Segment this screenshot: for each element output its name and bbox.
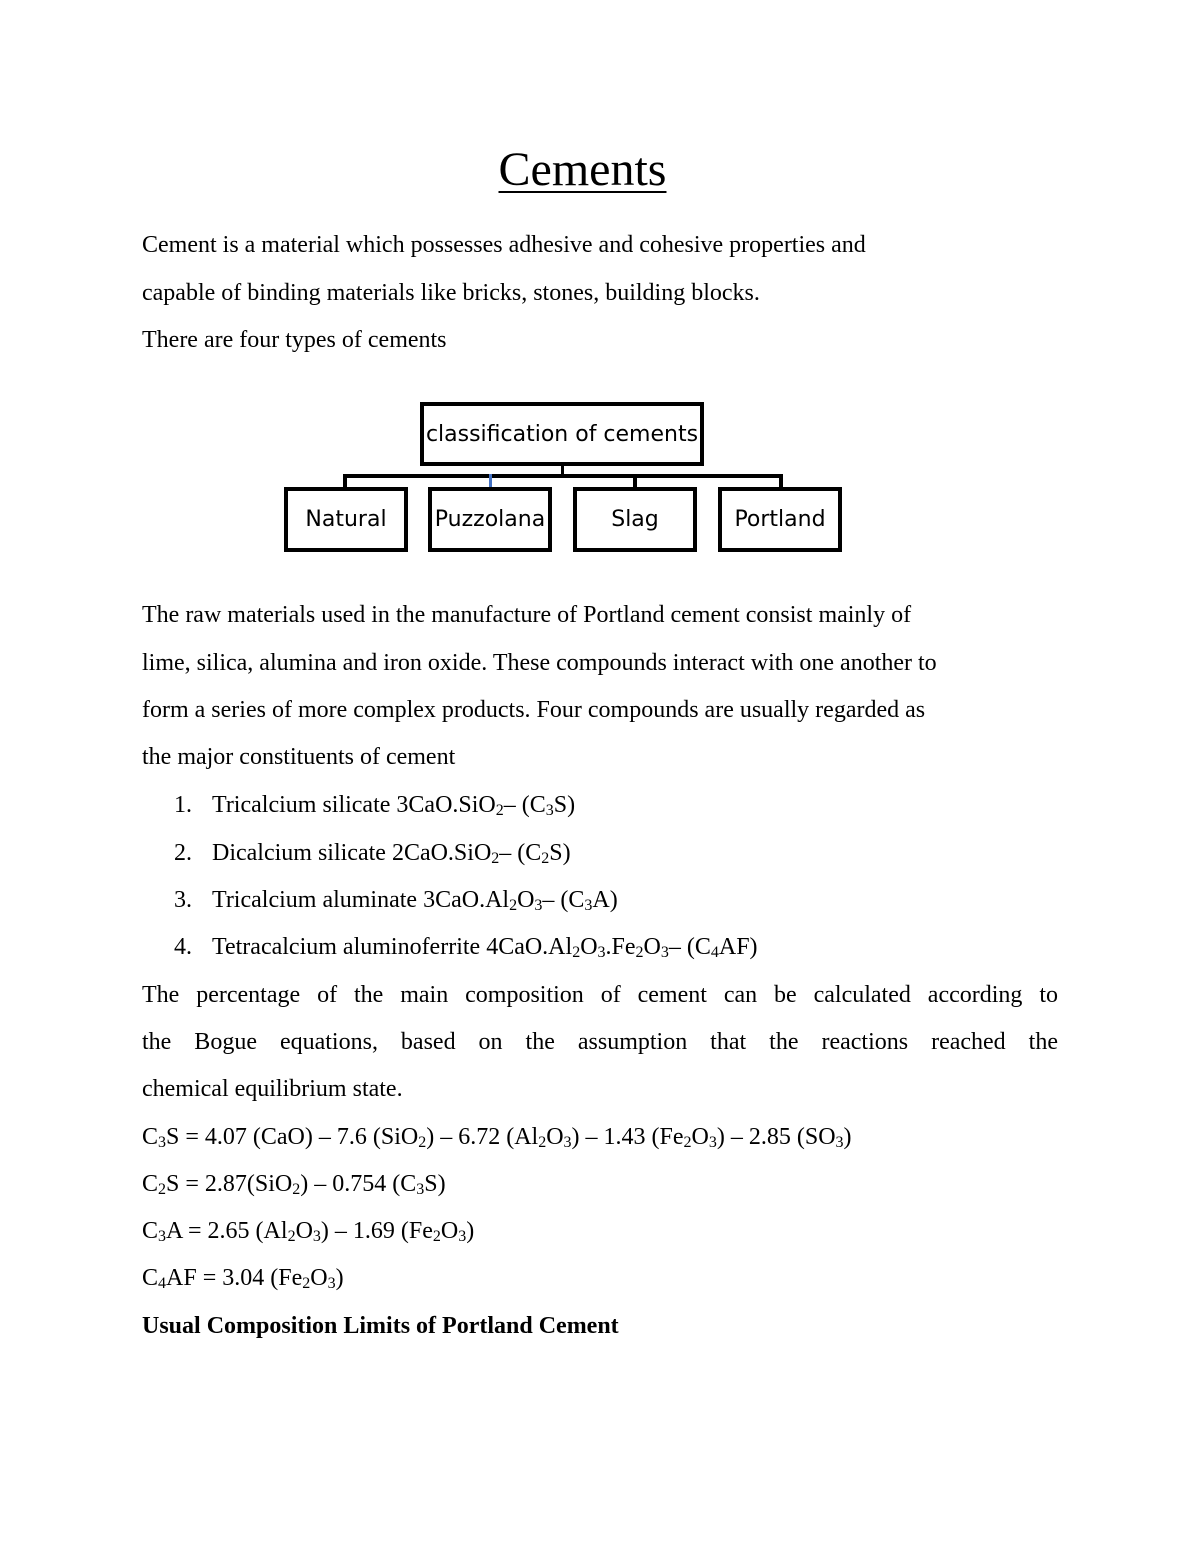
equation-c3a: $C_3A = 2.65$ $(Al_2O_3) - 1.69$ $(Fe_2O_3)$ <box>142 1218 475 1245</box>
bogue-line-3: chemical equilibrium state. <box>142 1076 403 1102</box>
connector-drop-2 <box>489 474 492 488</box>
connector-drop-3 <box>633 474 637 488</box>
intro-line-1: Cement is a material which possesses adhesive and cohesive properties and <box>142 232 866 258</box>
list-number: 1. <box>174 792 192 818</box>
subscript: 4 <box>710 944 719 961</box>
subscript: 2 <box>509 897 518 914</box>
raw-line-4: the major constituents of cement <box>142 744 456 770</box>
compound-name: Tetracalcium aluminoferrite <box>212 934 481 960</box>
compound-formula: $3CaO.Al_2O_3-$ $(C_3A)$ <box>423 887 618 914</box>
subscript: 2 <box>418 1134 427 1151</box>
page-title: Cements <box>498 143 667 196</box>
list-item <box>212 838 571 868</box>
raw-line-1: The raw materials used in the manufacture of Portland cement consist mainly of <box>142 602 912 628</box>
connector-drop-1 <box>343 474 347 488</box>
subscript: 2 <box>292 1181 301 1198</box>
subscript: 2 <box>287 1228 296 1245</box>
subscript: 2 <box>302 1275 311 1292</box>
subscript: 3 <box>584 897 593 914</box>
connector-drop-4 <box>779 474 783 488</box>
subscript: 2 <box>158 1181 167 1198</box>
subscript: 3 <box>708 1134 717 1151</box>
raw-line-2: lime, silica, alumina and iron oxide. These compounds interact with one another to <box>142 650 937 676</box>
list-number: 3. <box>174 887 192 913</box>
compound-formula: $4CaO.Al_2O_3.Fe_2O_3-$ $(C_4AF)$ <box>486 934 758 961</box>
subscript: 3 <box>312 1228 321 1245</box>
subscript: 2 <box>495 802 504 819</box>
subscript: 2 <box>538 1134 547 1151</box>
equation-c3s: $C_3S = 4.07$ (CaO) – 7.6 (SiO$_2$) – 6.72 $(Al_2O_3) - 1.43$ $(Fe_2O_3) - 2.85$ $(SO_3)$ <box>142 1124 852 1151</box>
subscript: 3 <box>534 897 543 914</box>
subscript: 3 <box>597 944 606 961</box>
subscript: 3 <box>158 1134 167 1151</box>
list-item <box>212 885 618 915</box>
subscript: 2 <box>541 850 550 867</box>
subscript: 2 <box>432 1228 441 1245</box>
section-heading: Usual Composition Limits of Portland Cement <box>142 1313 619 1339</box>
subscript: 3 <box>660 944 669 961</box>
list-number: 4. <box>174 934 192 960</box>
subscript: 3 <box>416 1181 425 1198</box>
intro-line-3: There are four types of cements <box>142 327 447 353</box>
compound-formula: 2CaO.SiO$_2$– $(C_2S)$ <box>391 840 571 867</box>
list-number: 2. <box>174 840 192 866</box>
subscript: 2 <box>491 850 500 867</box>
subscript: 2 <box>635 944 644 961</box>
subscript: 3 <box>563 1134 572 1151</box>
subscript: 3 <box>545 802 554 819</box>
diagram-box-slag: Slag <box>573 487 697 552</box>
equation-c4af: $C_4AF = 3.04$ $(Fe_2O_3)$ <box>142 1265 344 1292</box>
diagram-box-natural: Natural <box>284 487 408 552</box>
list-item <box>212 932 758 962</box>
compound-formula: 3CaO.SiO$_2$– $(C_3S)$ <box>396 792 576 819</box>
compound-name: Tricalcium silicate <box>212 792 391 818</box>
compound-name: Tricalcium aluminate <box>212 887 418 913</box>
subscript: 3 <box>327 1275 336 1292</box>
connector-horizontal <box>343 474 783 478</box>
diagram-box-portland: Portland <box>718 487 842 552</box>
diagram-root-box: classification of cements <box>420 402 704 466</box>
list-item <box>212 790 575 820</box>
subscript: 4 <box>158 1275 167 1292</box>
subscript: 2 <box>683 1134 692 1151</box>
diagram-box-puzzolana: Puzzolana <box>428 487 552 552</box>
raw-line-3: form a series of more complex products. Four compounds are usually regarded as <box>142 697 926 723</box>
subscript: 3 <box>458 1228 467 1245</box>
subscript: 3 <box>835 1134 844 1151</box>
compound-name: Dicalcium silicate <box>212 840 386 866</box>
equation-c2s: $C_2S = 2.87(SiO_2) - 0.754$ $(C_3S)$ <box>142 1171 446 1198</box>
bogue-line-1: The percentage of the main composition of cement can be calculated according to <box>142 982 1058 1008</box>
bogue-line-2: the Bogue equations, based on the assumption that the reactions reached the <box>142 1029 1058 1055</box>
subscript: 3 <box>158 1228 167 1245</box>
subscript: 2 <box>572 944 581 961</box>
intro-line-2: capable of binding materials like bricks, stones, building blocks. <box>142 280 760 306</box>
